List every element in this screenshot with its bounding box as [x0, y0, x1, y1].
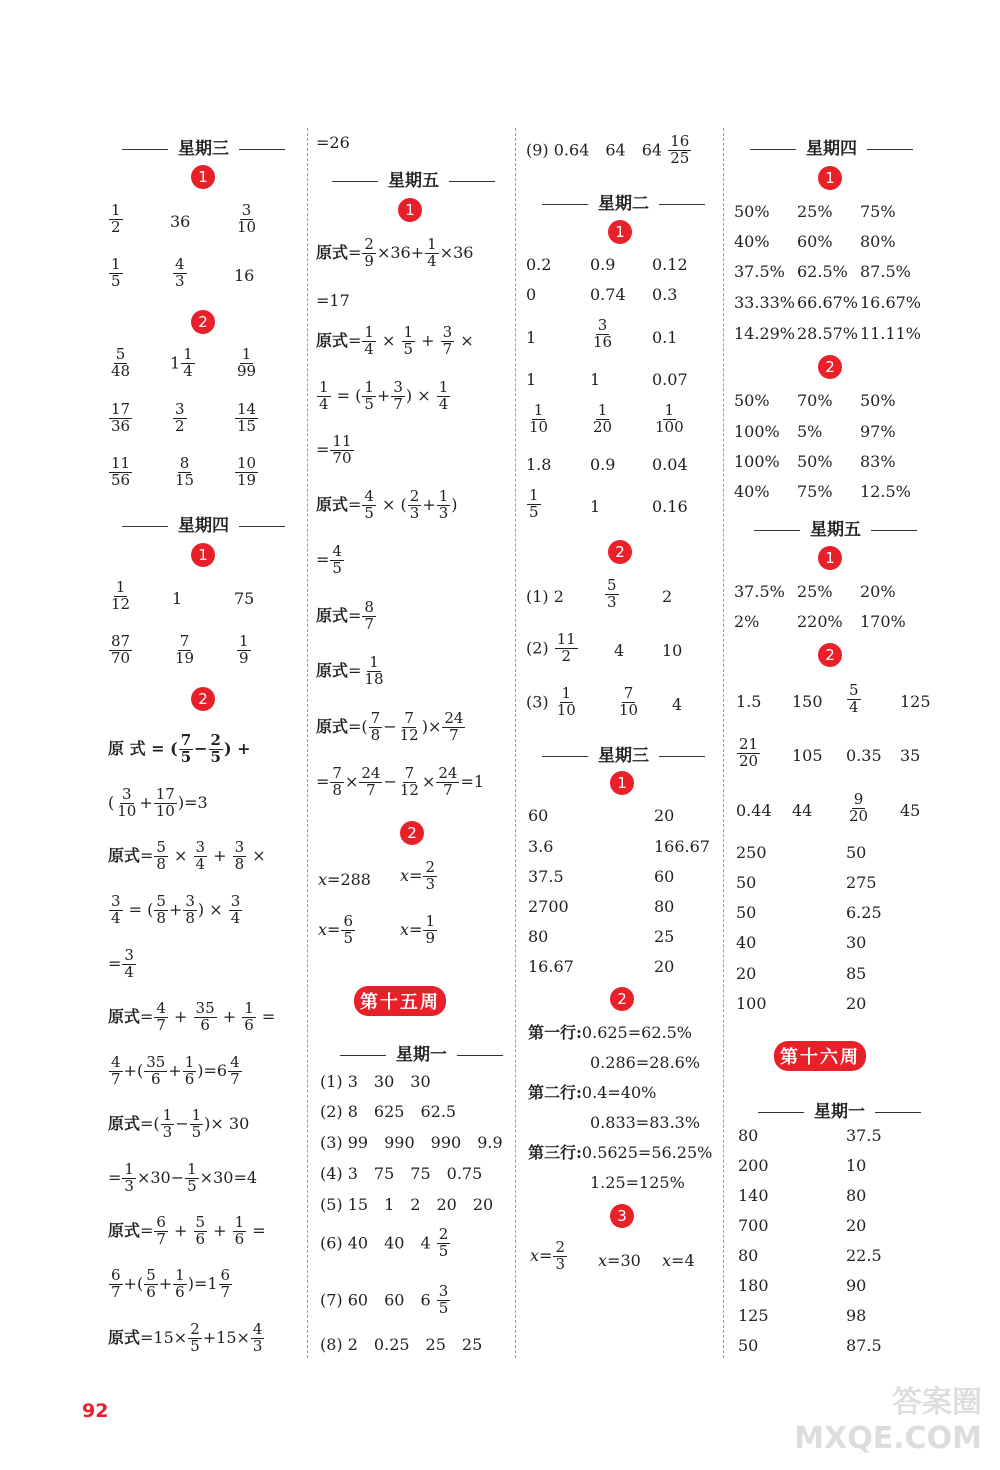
answer-value: 22.5: [846, 1246, 882, 1265]
answer-value: (1) 2: [526, 587, 564, 606]
answer-expression: $\frac{21}{20}$: [739, 735, 759, 770]
day-header: 星期四: [112, 511, 295, 536]
answer-value: 4: [614, 641, 625, 660]
answer-value: 0.12: [652, 255, 688, 274]
section-number: 1: [191, 165, 215, 189]
answer-expression: 原式=( $\frac{1}{3}$ − $\frac{1}{5}$ )× 30: [108, 1106, 250, 1141]
answer-value: 50%: [797, 452, 833, 471]
answer-value: 33.33%: [734, 293, 796, 312]
answer-value: 66.67%: [797, 293, 859, 312]
answer-value: 0.1: [652, 328, 678, 347]
answer-value: 37.5%: [734, 582, 785, 601]
answer-value: 40%: [734, 232, 770, 251]
answer-expression: 原式= $\frac{4}{5}$ × ( $\frac{2}{3}$ + $\frac{1}{3}$ ): [316, 487, 458, 522]
answer-value: x=288: [318, 870, 371, 889]
answer-value: 100%: [734, 452, 780, 471]
answer-value: (5) 15 1 2 20 20: [320, 1195, 494, 1214]
answer-expression: x= $\frac{2}{3}$: [530, 1238, 565, 1273]
answer-value: 60: [654, 867, 675, 886]
answer-value: 37.5: [846, 1126, 882, 1145]
answer-value: 50: [736, 903, 757, 922]
answer-expression: = $\frac{3}{4}$: [108, 946, 134, 981]
answer-expression: $\frac{1}{5}$: [529, 486, 539, 521]
answer-expression: $\frac{9}{20}$: [849, 790, 869, 825]
answer-value: 200: [738, 1156, 769, 1175]
answer-expression: $\frac{3}{10}$: [237, 201, 257, 236]
answer-value: 第三行:0.5625=56.25%: [528, 1143, 713, 1162]
answer-value: 20%: [860, 582, 896, 601]
answer-value: 10: [662, 641, 683, 660]
answer-expression: $\frac{3}{2}$: [175, 400, 185, 435]
answer-value: 75%: [860, 202, 896, 221]
day-header: 星期三: [112, 134, 295, 159]
answer-value: 80: [846, 1186, 867, 1205]
page-number: 92: [82, 1400, 109, 1422]
answer-value: 105: [792, 746, 823, 765]
answer-value: 37.5%: [734, 262, 785, 281]
answer-value: 0.3: [652, 285, 678, 304]
answer-expression: $\frac{1}{20}$: [593, 401, 613, 436]
answer-expression: 原式=( $\frac{7}{8}$ − $\frac{7}{12}$ )× $\frac{24}{7}$: [316, 709, 464, 744]
week-label: 第十六周: [774, 1041, 866, 1071]
answer-expression: 原式= $\frac{1}{18}$: [316, 653, 384, 688]
answer-value: 50%: [860, 391, 896, 410]
answer-value: (4) 3 75 75 0.75: [320, 1164, 483, 1183]
answer-value: 90: [846, 1276, 867, 1295]
column-divider: [307, 128, 308, 1358]
answer-expression: $\frac{1}{9}$: [239, 632, 249, 667]
answer-value: 0.74: [590, 285, 626, 304]
answer-expression: 原式=15× $\frac{2}{5}$ +15× $\frac{4}{3}$: [108, 1320, 263, 1355]
answer-value: 60%: [797, 232, 833, 251]
section-number: 2: [818, 355, 842, 379]
day-header: 星期二: [532, 189, 715, 214]
answer-value: 1.8: [526, 455, 552, 474]
answer-expression: $\frac{1}{99}$: [237, 345, 257, 380]
answer-value: (8) 2 0.25 25 25: [320, 1335, 483, 1354]
answer-expression: $\frac{1}{12}$: [111, 578, 131, 613]
answer-expression: 原式= $\frac{5}{8}$ × $\frac{3}{4}$ + $\frac{3}{8}$ ×: [108, 838, 266, 873]
answer-value: 166.67: [654, 837, 710, 856]
answer-value: 第二行:0.4=40%: [528, 1083, 657, 1102]
answer-value: 80: [738, 1126, 759, 1145]
answer-value: 25%: [797, 202, 833, 221]
answer-value: 87.5%: [860, 262, 911, 281]
answer-value: 5%: [797, 422, 823, 441]
answer-value: 80: [654, 897, 675, 916]
answer-value: 40: [736, 933, 757, 952]
answer-value: 25: [654, 927, 675, 946]
section-number: 1: [610, 771, 634, 795]
answer-expression: 原式= $\frac{6}{7}$ + $\frac{5}{6}$ + $\frac{1}{6}$ =: [108, 1213, 266, 1248]
answer-value: 1: [526, 328, 537, 347]
answer-value: 83%: [860, 452, 896, 471]
answer-expression: $\frac{1}{10}$: [529, 401, 549, 436]
answer-value: 16.67%: [860, 293, 922, 312]
answer-expression: $\frac{5}{4}$: [849, 681, 859, 716]
answer-value: 36: [170, 212, 191, 231]
answer-value: 98: [846, 1306, 867, 1325]
answer-value: 6.25: [846, 903, 882, 922]
column-divider: [515, 128, 516, 1358]
answer-value: 0.2: [526, 255, 552, 274]
week-label: 第十五周: [354, 986, 446, 1016]
answer-expression: x= $\frac{6}{5}$: [318, 912, 353, 947]
answer-expression: = $\frac{1}{3}$ ×30− $\frac{1}{5}$ ×30=4: [108, 1160, 258, 1195]
answer-expression: 原式= $\frac{4}{7}$ + $\frac{35}{6}$ + $\frac{1}{6}$ =: [108, 999, 276, 1034]
answer-value: 80: [528, 927, 549, 946]
answer-expression: x= $\frac{2}{3}$: [400, 858, 435, 893]
answer-expression: $\frac{7}{10}$: [619, 684, 639, 719]
answer-value: 0.9: [590, 455, 616, 474]
answer-value: (1) 3 30 30: [320, 1072, 431, 1091]
answer-value: 150: [792, 692, 823, 711]
answer-value: 75: [234, 589, 255, 608]
answer-expression: $\frac{4}{3}$: [175, 255, 185, 290]
answer-value: 275: [846, 873, 877, 892]
section-number: 2: [610, 987, 634, 1011]
answer-value: 87.5: [846, 1336, 882, 1355]
answer-expression: 原式= $\frac{1}{4}$ × $\frac{1}{5}$ + $\frac{3}{7}$ ×: [316, 323, 474, 358]
answer-value: 1.25=125%: [590, 1173, 685, 1192]
answer-value: 14.29%: [734, 324, 796, 343]
answer-value: 2%: [734, 612, 760, 631]
answer-value: 16: [234, 266, 255, 285]
answer-value: 0.07: [652, 370, 688, 389]
day-header: 星期五: [744, 515, 927, 540]
answer-expression: $\frac{3}{16}$: [593, 316, 613, 351]
answer-expression: (9) 0.64 64 64 $\frac{16}{25}$: [526, 132, 690, 167]
answer-value: 70%: [797, 391, 833, 410]
answer-value: 170%: [860, 612, 906, 631]
answer-expression: $\frac{7}{19}$: [175, 632, 195, 667]
section-number: 2: [191, 310, 215, 334]
answer-value: 100: [736, 994, 767, 1013]
answer-expression: 1 $\frac{1}{4}$: [170, 345, 193, 380]
answer-expression: (6) 40 40 4 $\frac{2}{5}$: [320, 1225, 449, 1260]
answer-value: (3) 99 990 990 9.9: [320, 1133, 503, 1152]
answer-value: 50: [736, 873, 757, 892]
day-header: 星期一: [330, 1040, 513, 1065]
answer-value: 0.16: [652, 497, 688, 516]
answer-expression: $\frac{11}{56}$: [111, 454, 131, 489]
answer-value: 20: [846, 994, 867, 1013]
section-number: 1: [398, 198, 422, 222]
answer-value: 20: [654, 957, 675, 976]
day-header: 星期三: [532, 741, 715, 766]
section-number: 1: [191, 543, 215, 567]
section-number: 3: [610, 1204, 634, 1228]
day-header: 星期五: [322, 166, 505, 191]
answer-value: (2) 8 625 62.5: [320, 1102, 457, 1121]
answer-value: 50%: [734, 391, 770, 410]
answer-value: 2: [662, 587, 673, 606]
answer-value: 40%: [734, 482, 770, 501]
answer-value: 50%: [734, 202, 770, 221]
day-header: 星期四: [740, 134, 923, 159]
answer-value: 45: [900, 801, 921, 820]
answer-value: 第一行:0.625=62.5%: [528, 1023, 692, 1042]
section-number: 2: [400, 821, 424, 845]
answer-value: x=30: [598, 1251, 641, 1270]
answer-value: 0.286=28.6%: [590, 1053, 701, 1072]
answer-expression: 原式= $\frac{8}{7}$: [316, 598, 374, 633]
answer-expression: (2) $\frac{11}{2}$: [526, 630, 576, 665]
section-number: 1: [818, 546, 842, 570]
answer-value: 50: [738, 1336, 759, 1355]
answer-expression: x= $\frac{1}{9}$: [400, 912, 435, 947]
section-number: 1: [608, 220, 632, 244]
answer-value: 35: [900, 746, 921, 765]
answer-expression: $\frac{4}{7}$ +( $\frac{35}{6}$ + $\frac{1}{6}$ )=6 $\frac{4}{7}$: [111, 1053, 240, 1088]
answer-value: 16.67: [528, 957, 574, 976]
answer-value: x=4: [662, 1251, 695, 1270]
answer-expression: $\frac{6}{7}$ +( $\frac{5}{6}$ + $\frac{1}{6}$ )=1 $\frac{6}{7}$: [111, 1266, 231, 1301]
answer-expression: $\frac{1}{100}$: [655, 401, 684, 436]
answer-value: 250: [736, 843, 767, 862]
answer-expression: $\frac{1}{4}$ = ( $\frac{1}{5}$ + $\frac{3}{7}$ ) × $\frac{1}{4}$: [319, 378, 449, 413]
answer-expression: $\frac{87}{70}$: [111, 632, 131, 667]
answer-value: 1: [172, 589, 183, 608]
answer-value: 37.5: [528, 867, 564, 886]
answer-value: 125: [738, 1306, 769, 1325]
answer-expression: $\frac{14}{15}$: [237, 400, 257, 435]
answer-value: 1: [590, 497, 601, 516]
answer-expression: = $\frac{4}{5}$: [316, 542, 342, 577]
answer-value: 4: [672, 695, 683, 714]
answer-value: 44: [792, 801, 813, 820]
column-divider: [723, 128, 724, 1358]
answer-value: 20: [654, 806, 675, 825]
answer-value: 20: [846, 1216, 867, 1235]
answer-value: 0.44: [736, 801, 772, 820]
answer-expression: $\frac{5}{3}$: [607, 576, 617, 611]
watermark-logo: 答案圈 MXQE.COM: [794, 1385, 982, 1456]
answer-value: 30: [846, 933, 867, 952]
answer-value: 1.5: [736, 692, 762, 711]
answer-expression: $\frac{3}{4}$ = ( $\frac{5}{8}$ + $\frac{3}{8}$ ) × $\frac{3}{4}$: [111, 892, 241, 927]
answer-value: 220%: [797, 612, 843, 631]
answer-expression: 原式= $\frac{2}{9}$ ×36+ $\frac{1}{4}$ ×36: [316, 235, 474, 270]
answer-value: 0: [526, 285, 537, 304]
answer-expression: $\frac{17}{36}$: [111, 400, 131, 435]
answer-value: 28.57%: [797, 324, 859, 343]
answer-expression: = $\frac{11}{70}$: [316, 432, 352, 467]
answer-value: 140: [738, 1186, 769, 1205]
answer-value: =17: [316, 291, 350, 310]
answer-expression: $\frac{1}{5}$: [111, 255, 121, 290]
answer-value: 125: [900, 692, 931, 711]
answer-value: 50: [846, 843, 867, 862]
answer-value: 97%: [860, 422, 896, 441]
answer-value: 85: [846, 964, 867, 983]
answer-value: 0.35: [846, 746, 882, 765]
answer-value: 11.11%: [860, 324, 922, 343]
answer-expression: 原 式 = ( $\frac{7}{5}$ − $\frac{2}{5}$ ) +: [108, 731, 251, 766]
answer-value: 75%: [797, 482, 833, 501]
answer-expression: $\frac{5}{48}$: [111, 345, 131, 380]
answer-value: 60: [528, 806, 549, 825]
answer-value: 10: [846, 1156, 867, 1175]
answer-value: 700: [738, 1216, 769, 1235]
answer-value: 20: [736, 964, 757, 983]
answer-value: 12.5%: [860, 482, 911, 501]
answer-expression: $\frac{1}{2}$: [111, 201, 121, 236]
answer-value: =26: [316, 133, 350, 152]
answer-value: 0.833=83.3%: [590, 1113, 701, 1132]
answer-value: 100%: [734, 422, 780, 441]
answer-value: 0.9: [590, 255, 616, 274]
answer-value: 2700: [528, 897, 569, 916]
answer-value: 1: [590, 370, 601, 389]
section-number: 2: [608, 540, 632, 564]
section-number: 2: [191, 687, 215, 711]
answer-value: 3.6: [528, 837, 554, 856]
answer-value: 25%: [797, 582, 833, 601]
answer-expression: $\frac{8}{15}$: [175, 454, 195, 489]
day-header: 星期一: [748, 1097, 931, 1122]
answer-value: 180: [738, 1276, 769, 1295]
answer-value: 62.5%: [797, 262, 848, 281]
answer-expression: (3) $\frac{1}{10}$: [526, 684, 576, 719]
answer-value: 80: [738, 1246, 759, 1265]
answer-value: 0.04: [652, 455, 688, 474]
answer-expression: (7) 60 60 6 $\frac{3}{5}$: [320, 1282, 449, 1317]
answer-value: 1: [526, 370, 537, 389]
answer-expression: ( $\frac{3}{10}$ + $\frac{17}{10}$ )=3: [108, 785, 208, 820]
answer-expression: = $\frac{7}{8}$ × $\frac{24}{7}$ − $\frac{7}{12}$ × $\frac{24}{7}$ =1: [316, 764, 485, 799]
answer-expression: $\frac{10}{19}$: [237, 454, 257, 489]
answer-value: 80%: [860, 232, 896, 251]
section-number: 1: [818, 166, 842, 190]
section-number: 2: [818, 643, 842, 667]
